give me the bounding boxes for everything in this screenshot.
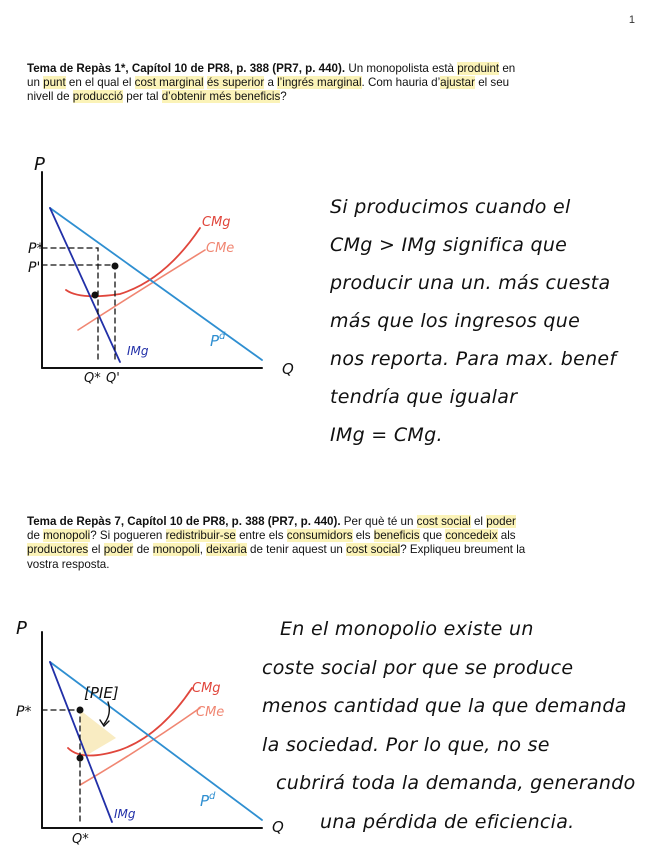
question-text: els <box>352 529 374 543</box>
img-label: IMg <box>114 807 136 821</box>
answer-1-line: Si producimos cuando el <box>330 196 571 218</box>
answer-1-line: producir una un. más cuesta <box>330 272 611 294</box>
q-star-label: Q* <box>84 371 101 386</box>
q-prime-label: Q' <box>106 371 120 386</box>
answer-1 <box>330 188 616 454</box>
question-text: als <box>497 529 516 543</box>
highlighted-text: concedeix <box>445 529 498 543</box>
question-2 <box>27 515 527 572</box>
img-curve <box>50 208 120 362</box>
page-number: 1 <box>628 14 635 26</box>
question-text: per tal <box>123 90 162 104</box>
demand-label: $P^d$ <box>200 791 216 810</box>
question-heading: Tema de Repàs 1*, Capítol 10 de PR8, p. 388 (PR7, p. 440). <box>27 62 346 75</box>
question-text: Per què té un <box>340 515 417 528</box>
answer-2-line: cubrirá toda la demanda, generando <box>276 772 636 794</box>
highlighted-text: consumidors <box>286 529 353 543</box>
highlighted-text: redistribuir-se <box>165 529 236 543</box>
question-text: en un <box>27 62 516 90</box>
answer-2-line: una pérdida de eficiencia. <box>320 810 575 833</box>
p-star-label: P* <box>28 241 44 257</box>
question-text: de <box>133 543 153 557</box>
p-prime-label: P' <box>28 260 41 276</box>
question-text: ? <box>280 90 287 104</box>
answer-1-line: más que los ingresos que <box>330 310 581 332</box>
guide-p-star <box>42 710 80 825</box>
highlighted-text: poder <box>486 515 516 528</box>
answer-1-line: IMg = CMg. <box>330 424 443 446</box>
highlighted-text: l’ingrés marginal <box>277 76 362 90</box>
question-text: que <box>419 529 446 543</box>
point-current <box>112 263 119 270</box>
cme-label: CMe <box>196 705 225 720</box>
highlighted-text: és superior <box>206 76 265 90</box>
question-text: ? Expliqueu breument la vostra resposta. <box>27 543 526 571</box>
question-text: Un monopolista està <box>345 62 458 75</box>
highlighted-text: monopoli <box>43 529 91 543</box>
img-label: IMg <box>127 344 149 358</box>
highlighted-text: monopoli <box>152 543 200 557</box>
answer-2 <box>262 610 636 841</box>
highlighted-text: ajustar <box>440 76 475 90</box>
cmg-label: CMg <box>202 215 231 230</box>
point-monopoly <box>77 707 84 714</box>
highlighted-text: cost marginal <box>134 76 204 90</box>
answer-2-line: En el monopolio existe un <box>280 618 534 640</box>
answer-2-line: coste social por que se produce <box>262 656 574 679</box>
question-text: el <box>470 515 487 528</box>
cme-curve <box>78 250 205 330</box>
highlighted-text: deixaria <box>206 543 247 557</box>
question-text: de tenir aquest un <box>246 543 347 557</box>
question-heading: Tema de Repàs 7, Capítol 10 de PR8, p. 388 (PR7, p. 440). <box>27 515 341 528</box>
answer-2-line: la sociedad. Por lo que, no se <box>262 733 550 756</box>
answer-2-line: menos cantidad que la que demanda <box>262 695 627 717</box>
answer-1-line: tendría que igualar <box>330 386 518 408</box>
answer-1-line: CMg > IMg significa que <box>330 234 568 256</box>
p-star-label: P* <box>16 704 32 720</box>
question-text: el seu nivell de <box>27 76 510 104</box>
highlighted-text: producció <box>72 90 124 104</box>
demand-label: $P^d$ <box>210 331 226 350</box>
highlighted-text: d’obtenir més beneficis <box>161 90 281 104</box>
question-text: entre els <box>235 529 287 543</box>
highlighted-text: produint <box>457 62 500 75</box>
q-axis-label: Q <box>282 360 294 378</box>
highlighted-text: cost social <box>416 515 471 528</box>
pie-triangle <box>80 710 116 758</box>
graph-1 <box>0 150 330 390</box>
point-optimum <box>92 292 99 299</box>
question-text: el <box>88 543 104 557</box>
question-1 <box>27 62 527 105</box>
pie-label: [PIE] <box>84 684 119 702</box>
highlighted-text: beneficis <box>373 529 420 543</box>
highlighted-text: cost social <box>346 543 401 557</box>
q-star-label: Q* <box>72 832 89 847</box>
p-axis-label: P <box>34 154 45 175</box>
question-text: de <box>27 529 44 543</box>
answer-1-line: nos reporta. Para max. benef <box>330 348 617 370</box>
question-text: . Com hauria d’ <box>361 76 441 90</box>
highlighted-text: poder <box>103 543 134 557</box>
p-axis-label: P <box>16 618 27 639</box>
question-text: , <box>199 543 207 557</box>
question-text: ? Si pogueren <box>90 529 166 543</box>
cmg-label: CMg <box>192 681 221 696</box>
highlighted-text: productores <box>27 543 89 557</box>
demand-curve <box>50 208 262 360</box>
cme-label: CMe <box>206 241 235 256</box>
q-axis-label: Q <box>272 818 284 836</box>
highlighted-text: punt <box>43 76 66 90</box>
question-text: a <box>264 76 278 90</box>
point-equilibrium <box>77 755 84 762</box>
question-text: en el qual el <box>65 76 135 90</box>
